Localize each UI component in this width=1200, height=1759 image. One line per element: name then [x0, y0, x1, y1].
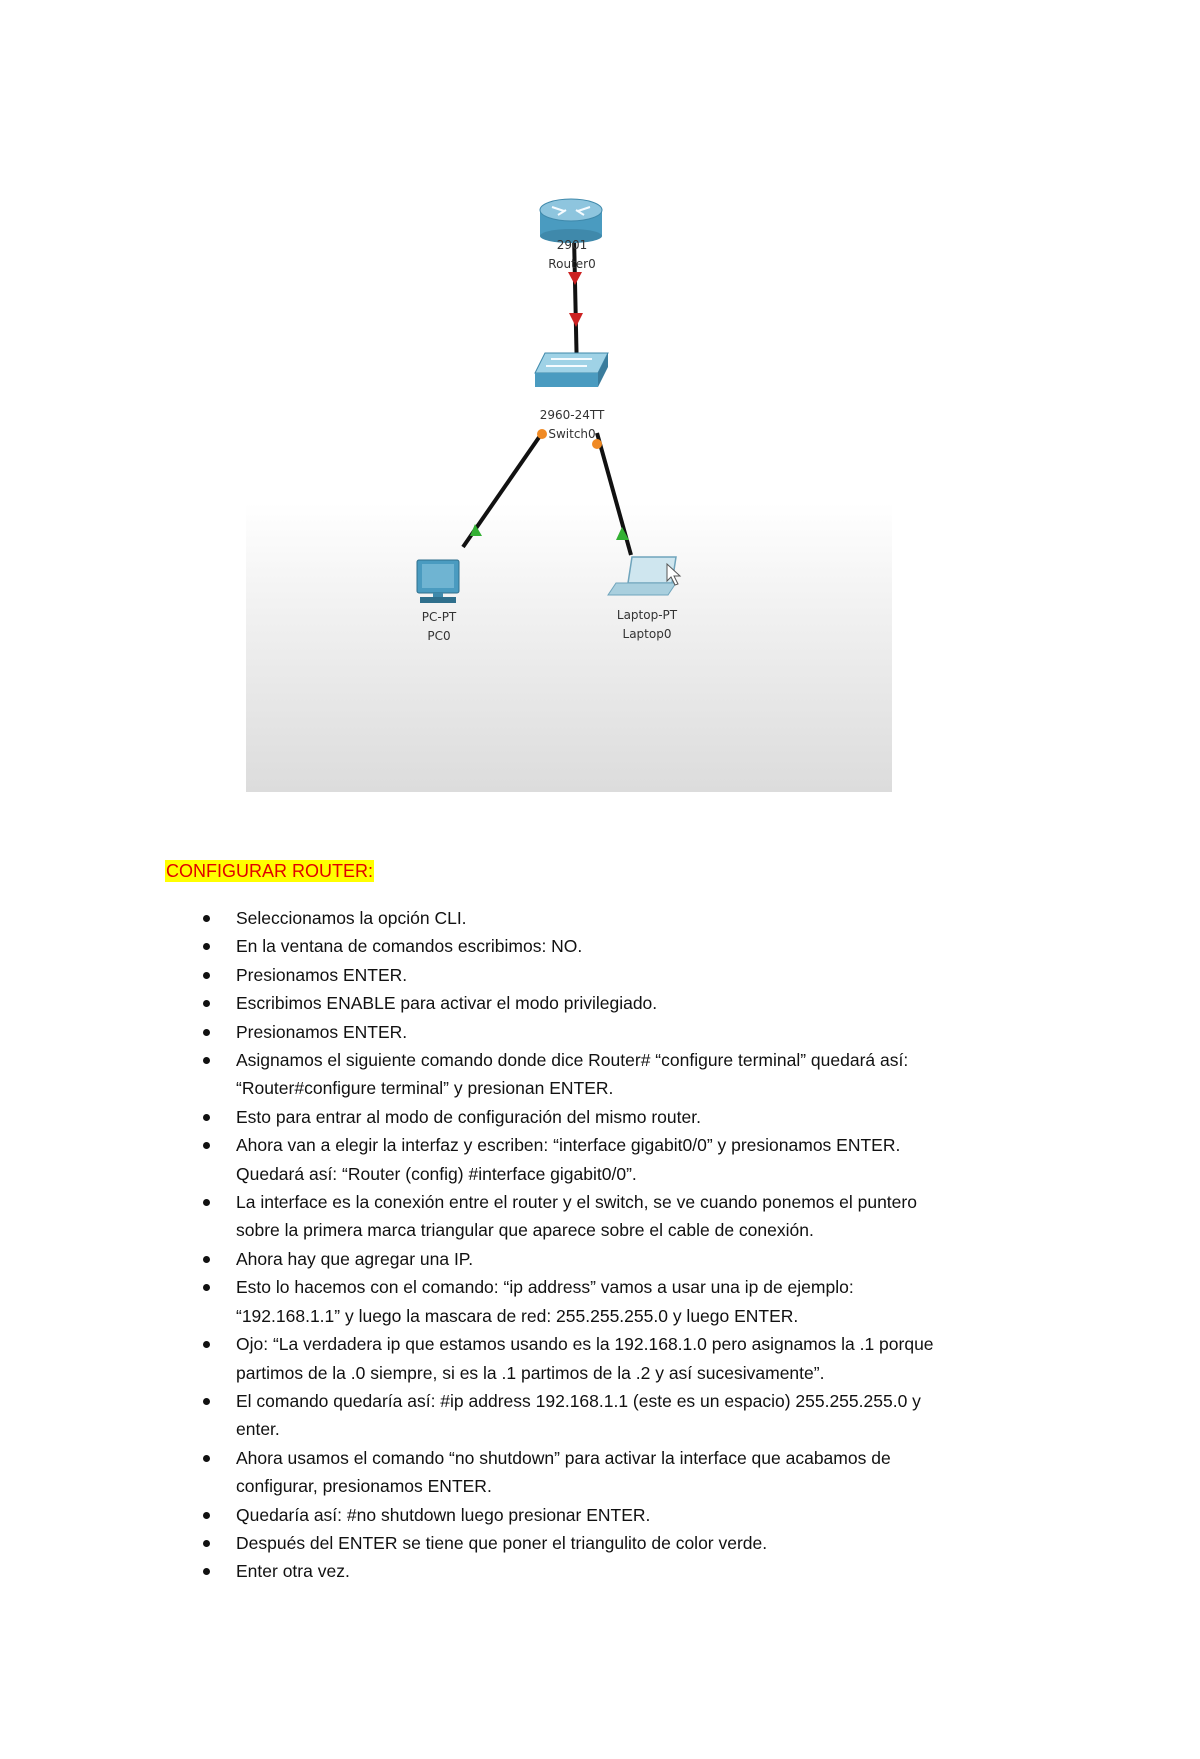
list-item: [165, 1018, 1045, 1046]
list-item-text: “Router#configure terminal” y presionan ENTER.: [236, 1078, 614, 1099]
list-item-text: enter.: [236, 1419, 280, 1440]
list-item: [165, 1501, 1045, 1529]
list-item: [165, 1131, 1045, 1188]
bullet-icon: [203, 1540, 210, 1547]
switch-name: Switch0: [548, 427, 596, 441]
link-down-marker-switch: [569, 313, 583, 327]
list-item-text: Quedará así: “Router (config) #interface gigabit0/0”.: [236, 1163, 637, 1184]
list-item-text: “192.168.1.1” y luego la mascara de red: 255.255.255.0 y luego ENTER.: [236, 1305, 799, 1326]
bullet-icon: [203, 1398, 210, 1405]
pc-label: [422, 608, 457, 646]
bullet-icon: [203, 915, 210, 922]
laptop-icon[interactable]: [608, 557, 680, 595]
list-item: [165, 1330, 1045, 1387]
bullet-icon: [203, 1199, 210, 1206]
switch-label: [540, 406, 605, 444]
bullet-icon: [203, 943, 210, 950]
list-item-text: partimos de la .0 siempre, si es la .1 partimos de la .2 y así sucesivamente”.: [236, 1362, 825, 1383]
list-item-text: Ahora hay que agregar una IP.: [236, 1248, 474, 1269]
list-item: [165, 1387, 1045, 1444]
list-item-text: configurar, presionamos ENTER.: [236, 1476, 492, 1497]
bullet-icon: [203, 1341, 210, 1348]
list-item: [165, 989, 1045, 1017]
bullet-icon: [203, 1284, 210, 1291]
bullet-icon: [203, 972, 210, 979]
bullet-icon: [203, 1256, 210, 1263]
list-item: [165, 1557, 1045, 1585]
list-item-text: Presionamos ENTER.: [236, 964, 408, 985]
network-topology-diagram: [246, 190, 892, 792]
laptop-name: Laptop0: [622, 627, 672, 641]
switch-icon[interactable]: [535, 353, 608, 387]
list-item-text: Enter otra vez.: [236, 1561, 350, 1582]
list-item: [165, 1529, 1045, 1557]
section-heading: CONFIGURAR ROUTER:: [166, 861, 373, 881]
bullet-icon: [203, 1114, 210, 1121]
list-item: [165, 1444, 1045, 1501]
list-item: [165, 904, 1045, 932]
pc-icon[interactable]: [417, 560, 459, 603]
bullet-icon: [203, 1057, 210, 1064]
list-item-text: sobre la primera marca triangular que aparece sobre el cable de conexión.: [236, 1220, 814, 1241]
list-item: [165, 1046, 1045, 1103]
laptop-label: [617, 606, 677, 644]
switch-model: 2960-24TT: [539, 408, 605, 422]
list-item: [165, 932, 1045, 960]
list-item: [165, 961, 1045, 989]
link-up-marker-pc: [470, 524, 482, 536]
list-item-text: Quedaría así: #no shutdown luego presionar ENTER.: [236, 1504, 651, 1525]
list-item-text: Esto para entrar al modo de configuración del mismo router.: [236, 1106, 701, 1127]
list-item-text: En la ventana de comandos escribimos: NO.: [236, 936, 583, 957]
bullet-icon: [203, 1000, 210, 1007]
router-name: Router0: [548, 257, 596, 271]
router-label: [548, 236, 595, 274]
pc-name: PC0: [427, 629, 451, 643]
topology-canvas: [246, 190, 892, 792]
list-item: [165, 1245, 1045, 1273]
bullet-icon: [203, 1029, 210, 1036]
list-item-text: Después del ENTER se tiene que poner el triangulito de color verde.: [236, 1532, 768, 1553]
bullet-icon: [203, 1568, 210, 1575]
list-item-text: La interface es la conexión entre el router y el switch, se ve cuando ponemos el puntero: [236, 1192, 917, 1213]
list-item-text: Ojo: “La verdadera ip que estamos usando es la 192.168.1.0 pero asignamos la .1 porque: [236, 1334, 934, 1355]
bullet-icon: [203, 1142, 210, 1149]
list-item-text: Esto lo hacemos con el comando: “ip address” vamos a usar una ip de ejemplo:: [236, 1277, 854, 1298]
list-item-text: Escribimos ENABLE para activar el modo privilegiado.: [236, 993, 658, 1014]
list-item: [165, 1188, 1045, 1245]
list-item-text: Seleccionamos la opción CLI.: [236, 908, 467, 928]
list-item: [165, 1273, 1045, 1330]
list-item-text: El comando quedaría así: #ip address 192.168.1.1 (este es un espacio) 255.255.255.0 y: [236, 1390, 921, 1411]
list-item-text: Asignamos el siguiente comando donde dice Router# “configure terminal” quedará así:: [236, 1050, 909, 1071]
pc-model: PC-PT: [421, 610, 457, 624]
list-item-text: Presionamos ENTER.: [236, 1021, 408, 1042]
router-model: 2901: [556, 238, 588, 252]
steps-list: [165, 904, 1045, 1586]
laptop-model: Laptop-PT: [616, 608, 678, 622]
list-item-text: Ahora van a elegir la interfaz y escriben: “interface gigabit0/0” y presionamos ENTER.: [236, 1135, 901, 1156]
list-item-text: Ahora usamos el comando “no shutdown” para activar la interface que acabamos de: [236, 1447, 891, 1468]
bullet-icon: [203, 1455, 210, 1462]
list-item: [165, 1103, 1045, 1131]
bullet-icon: [203, 1512, 210, 1519]
